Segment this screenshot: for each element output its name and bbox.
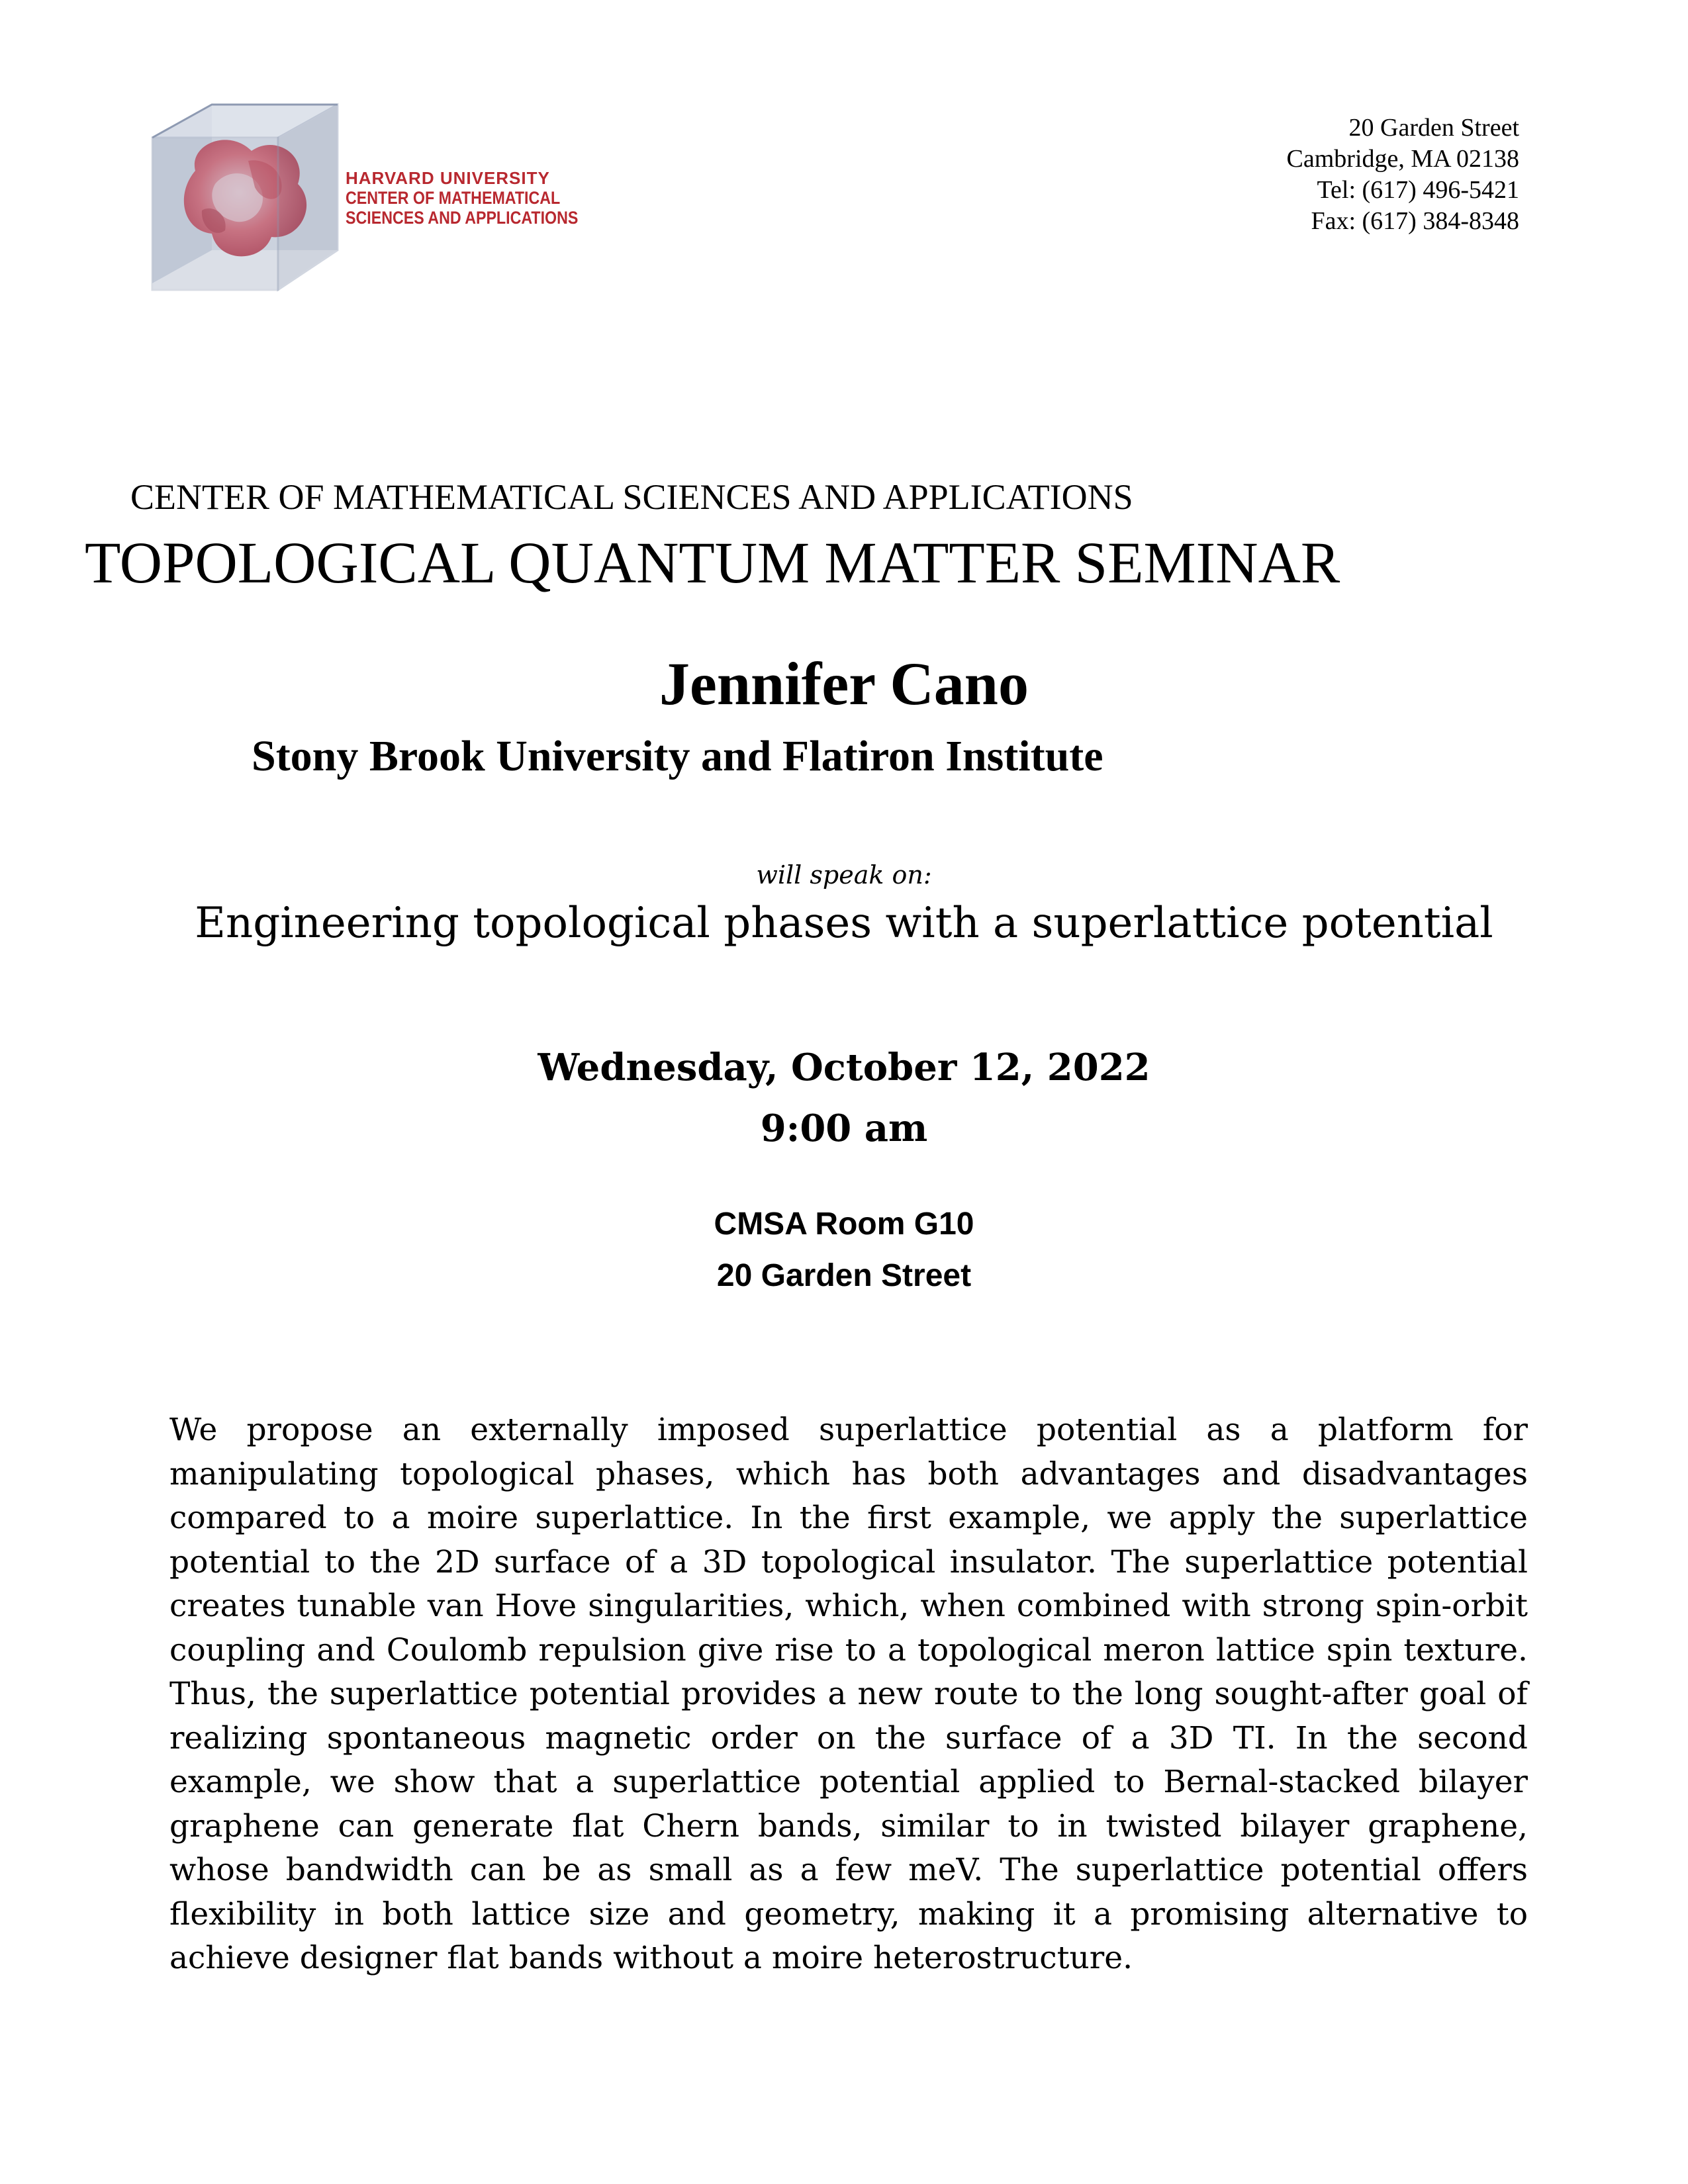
address-tel: Tel: (617) 496-5421 — [1317, 176, 1519, 204]
address-fax: Fax: (617) 384-8348 — [1311, 207, 1519, 235]
logo-line-sciences: SCIENCES AND APPLICATIONS — [346, 208, 579, 228]
event-time: 9:00 am — [760, 1107, 928, 1150]
speaker-name: Jennifer Cano — [659, 650, 1029, 717]
speaker-affiliation: Stony Brook University and Flatiron Institute — [252, 732, 1103, 780]
logo-line-center: CENTER OF MATHEMATICAL — [346, 188, 561, 208]
logo-line-university: HARVARD UNIVERSITY — [346, 168, 550, 188]
talk-title: Engineering topological phases with a superlattice potential — [195, 899, 1493, 948]
organization-heading: CENTER OF MATHEMATICAL SCIENCES AND APPLICATIONS — [130, 477, 1133, 517]
seminar-title: TOPOLOGICAL QUANTUM MATTER SEMINAR — [85, 531, 1340, 596]
address-city: Cambridge, MA 02138 — [1286, 145, 1519, 173]
cmsa-logo-text — [346, 168, 616, 228]
address-block — [1287, 113, 1519, 237]
cmsa-logo-cube-icon — [149, 98, 341, 296]
event-location: 20 Garden Street — [716, 1258, 972, 1293]
talk-intro: will speak on: — [756, 860, 932, 889]
abstract-text: We propose an externally imposed superlattice potential as a platform for manipulating topological phases, which has both advantages and disadvantages compared to a moire superlattice. In the first example, we apply the superlattice potential to the 2D surface of a 3D topological insulator. The superlattice potential creates tunable van Hove singularities, which, when combined with strong spin-orbit coupling and Coulomb repulsion give rise to a topological meron lattice spin texture. Thus, the superlattice potential provides a new route to the long sought-after goal of realizing spontaneous magnetic order on the surface of a 3D TI. In the second example, we show that a superlattice potential applied to Bernal-stacked bilayer graphene can generate flat Chern bands, similar to in twisted bilayer graphene, whose bandwidth can be as small as a few meV. The superlattice potential offers flexibility in both lattice size and geometry, making it a promising alternative to achieve designer flat bands without a moire heterostructure. — [169, 1412, 1528, 1976]
event-date: Wednesday, October 12, 2022 — [538, 1046, 1150, 1089]
event-room: CMSA Room G10 — [714, 1206, 974, 1242]
address-street: 20 Garden Street — [1348, 114, 1519, 142]
